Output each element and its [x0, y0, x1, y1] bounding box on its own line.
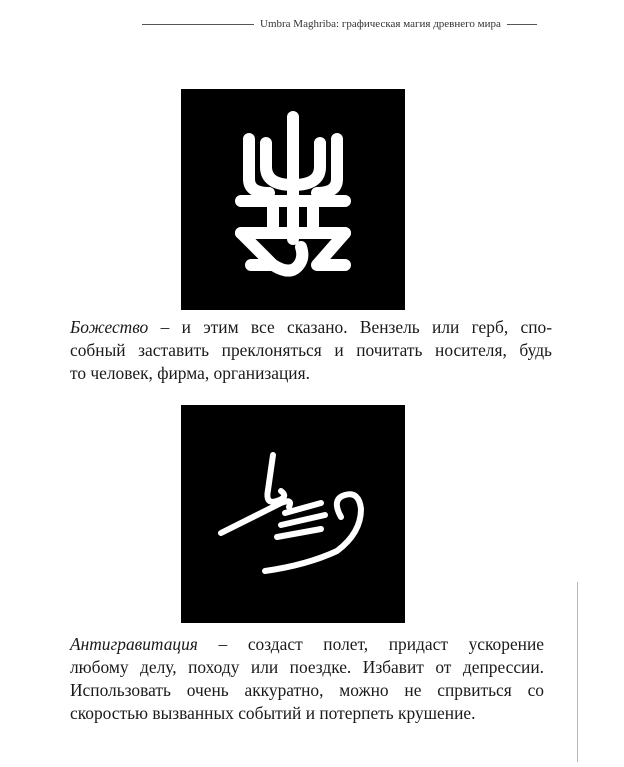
paragraph-line: Использовать очень аккуратно, можно не спрвиться со [70, 680, 544, 700]
header-rule-right [507, 24, 537, 25]
paragraph-line [70, 633, 544, 656]
page-edge-line [577, 582, 578, 762]
term-deity: Божество [70, 317, 149, 337]
paragraph-line: любому делу, походу или поездке. Избавит от депрессии. [70, 657, 544, 677]
header-rule-left [142, 24, 254, 25]
deity-sigil-icon [181, 89, 405, 310]
deity-sigil-figure [181, 89, 405, 310]
running-header [142, 14, 582, 34]
running-title: Umbra Maghriba: графическая магия древнего мира [260, 18, 501, 30]
paragraph-text: – создаст полет, придаст ускорение [197, 634, 544, 654]
paragraph-text: – и этим все сказано. Вензель или герб, спо- [148, 317, 552, 337]
antigravity-description [70, 633, 544, 725]
paragraph-line: собный заставить преклоняться и почитать носителя, будь [70, 340, 552, 360]
antigravity-sigil-figure [181, 405, 405, 623]
paragraph-line: то человек, фирма, организация. [70, 363, 310, 383]
deity-description [70, 316, 552, 385]
paragraph-line [70, 316, 552, 339]
paragraph-line: скоростью вызванных событий и потерпеть крушение. [70, 703, 476, 723]
antigravity-sigil-icon [181, 405, 405, 623]
term-antigravity: Антигравитация [70, 634, 198, 654]
